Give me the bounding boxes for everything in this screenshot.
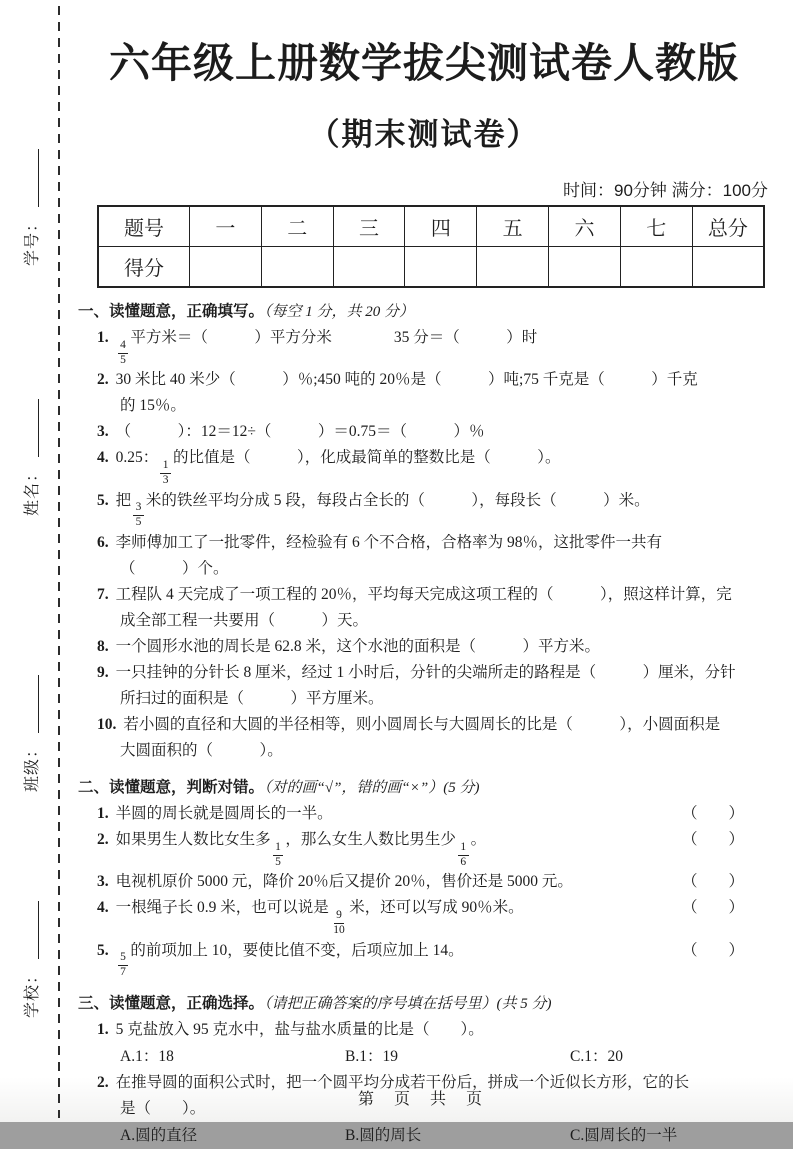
exam-subtitle: （期末测试卷）	[308, 117, 540, 152]
question-text: 一个圆形水池的周长是 62.8 米，这个水池的面积是（ ）平方米。	[115, 638, 601, 656]
score-row-label: 得分	[98, 247, 190, 288]
question-line	[78, 556, 770, 582]
fraction: $\frac{9}{10}$	[333, 909, 345, 936]
question-line	[78, 895, 770, 937]
question-2-3	[78, 869, 770, 895]
question-number: 5.	[97, 941, 109, 959]
answer-bracket: （ ）	[681, 941, 744, 959]
section-2-heading	[78, 775, 770, 801]
question-text: 工程队 4 天完成了一项工程的 20％，平均每天完成这项工程的（ ），照这样计算，完	[115, 586, 732, 604]
question-line	[78, 712, 770, 738]
question-1-9	[78, 660, 770, 712]
answer-bracket: （ ）	[681, 805, 744, 823]
question-text: 李师傅加工了一批零件，经检验有 6 个不合格，合格率为 98％，这批零件一共有	[115, 534, 663, 552]
question-1-2	[78, 367, 770, 419]
answer-bracket: （ ）	[681, 873, 744, 891]
question-number: 3.	[97, 423, 109, 441]
page-footer: 第 页 共 页	[357, 1091, 490, 1108]
answer-bracket: （ ）	[681, 831, 744, 849]
question-line	[78, 660, 770, 686]
question-text: 一根绳子长 0.9 米，也可以说是 $\frac{9}{10}$ 米，还可以写成 90％米。	[115, 899, 524, 936]
question-1-5	[78, 488, 770, 530]
score-cell	[620, 247, 692, 288]
question-1-7	[78, 582, 770, 634]
question-2-1	[78, 801, 770, 827]
fraction: $\frac{1}{5}$	[273, 841, 284, 870]
score-cell	[477, 247, 549, 288]
question-line	[78, 686, 770, 712]
fold-dashed-line	[58, 6, 60, 1118]
question-text: 是（ ）。	[120, 1100, 206, 1118]
question-text: 把 $\frac{3}{5}$ 米的铁丝平均分成 5 段，每段占全长的（ ），每段长（ ）米。	[115, 491, 650, 529]
question-number: 7.	[97, 586, 109, 604]
section-1-note: （每空 1 分，共 20 分）	[264, 304, 415, 320]
option-c: C.1：20	[570, 1048, 623, 1066]
question-line	[78, 419, 770, 445]
question-line	[78, 938, 770, 980]
fraction: $\frac{4}{5}$	[118, 339, 129, 368]
question-line	[78, 634, 770, 660]
question-text: 半圆的周长就是圆周长的一半。	[115, 805, 333, 823]
question-text: 的 15％。	[120, 397, 186, 415]
question-number: 1.	[97, 805, 109, 823]
section-3-heading	[78, 991, 770, 1017]
question-1-6	[78, 530, 770, 582]
section-1-heading	[78, 299, 770, 325]
question-1-10	[78, 712, 770, 764]
question-line	[78, 827, 770, 869]
question-text: 若小圆的直径和大圆的半径相等，则小圆周长与大圆周长的比是（ ），小圆面积是	[123, 716, 721, 734]
question-text: 5 克盐放入 95 克水中，盐与盐水质量的比是（ ）。	[115, 1021, 484, 1039]
score-cell	[549, 247, 621, 288]
question-number: 2.	[97, 831, 109, 849]
score-table-header-row	[98, 206, 764, 247]
question-text: 电视机原价 5000 元，降价 20％后又提价 20％，售价还是 5000 元。	[115, 873, 573, 891]
student-class-field	[12, 670, 42, 792]
options-row	[78, 1044, 770, 1070]
score-header-cell: 五	[477, 206, 549, 247]
question-1-8	[78, 634, 770, 660]
question-number: 1.	[97, 1021, 109, 1039]
question-3-1	[78, 1017, 770, 1070]
student-id-field	[12, 144, 42, 266]
question-text: 成全部工程一共要用（ ）天。	[120, 612, 369, 630]
question-line	[78, 1017, 770, 1043]
score-cell	[333, 247, 405, 288]
question-text: 一只挂钟的分针长 8 厘米，经过 1 小时后，分针的尖端所走的路程是（ ）厘米，分针	[115, 664, 736, 682]
exam-time-score-meta: 时间：90分钟 满分：100分	[563, 181, 768, 200]
fill-blank-line	[38, 675, 39, 733]
fraction: $\frac{1}{6}$	[458, 841, 469, 870]
student-name-label: 姓名：	[24, 464, 42, 516]
options-row	[78, 1123, 770, 1149]
question-line	[78, 488, 770, 530]
question-text: $\frac{5}{7}$ 的前项加上 10，要使比值不变，后项应加上 14。	[116, 938, 464, 980]
question-text: （ ）：12＝12÷（ ）＝0.75＝（ ）％	[115, 423, 485, 441]
score-cell	[692, 247, 764, 288]
question-line	[78, 608, 770, 634]
score-header-cell: 七	[620, 206, 692, 247]
question-3-2	[78, 1070, 770, 1149]
section-2-note: （对的画“√”，错的画“×”）(5 分)	[264, 780, 480, 797]
fill-blank-line	[38, 149, 39, 207]
question-number: 3.	[97, 873, 109, 891]
fraction: $\frac{5}{7}$	[118, 951, 129, 980]
question-line	[78, 738, 770, 764]
student-name-field	[12, 394, 42, 516]
option-b: B.圆的周长	[345, 1127, 422, 1145]
question-number: 10.	[97, 716, 117, 734]
question-number: 1.	[97, 329, 109, 346]
fill-blank-line	[38, 901, 39, 959]
question-text: 大圆面积的（ ）。	[120, 742, 283, 760]
question-number: 5.	[97, 491, 109, 509]
question-number: 8.	[97, 638, 109, 656]
question-line	[78, 582, 770, 608]
question-number: 6.	[97, 534, 109, 552]
question-number: 2.	[97, 1074, 109, 1092]
answer-bracket: （ ）	[681, 899, 744, 917]
question-text: 如果男生人数比女生多 $\frac{1}{5}$ ，那么女生人数比男生少 $\frac{1}{6}$ 。	[115, 831, 487, 868]
exam-body	[78, 0, 770, 1149]
option-a: A.圆的直径	[120, 1127, 198, 1145]
score-header-cell: 四	[405, 206, 477, 247]
question-2-2	[78, 827, 770, 869]
question-2-4	[78, 895, 770, 937]
question-line	[78, 367, 770, 393]
question-line	[78, 325, 770, 367]
question-1-3	[78, 419, 770, 445]
question-line	[78, 393, 770, 419]
question-number: 9.	[97, 664, 109, 682]
question-line	[78, 445, 770, 487]
question-1-4	[78, 445, 770, 487]
student-class-label: 班级：	[24, 740, 42, 792]
question-text: 在推导圆的面积公式时，把一个圆平均分成若干份后，拼成一个近似长方形，它的长	[115, 1074, 690, 1092]
student-school-label: 学校：	[24, 966, 42, 1018]
score-header-cell: 总分	[692, 206, 764, 247]
score-table-score-row	[98, 247, 764, 288]
question-text: （ ）个。	[120, 560, 229, 578]
score-header-cell: 三	[333, 206, 405, 247]
score-cell	[261, 247, 333, 288]
score-header-cell: 一	[190, 206, 262, 247]
question-number: 2.	[97, 371, 109, 389]
fraction: $\frac{3}{5}$	[133, 501, 144, 530]
option-b: B.1：19	[345, 1048, 398, 1066]
score-header-cell: 题号	[98, 206, 190, 247]
question-text: 0.25： $\frac{1}{3}$ 的比值是（ ），化成最简单的整数比是（ ）。	[115, 449, 561, 486]
section-2-title: 二、读懂题意，判断对错。	[78, 779, 265, 797]
section-1-title: 一、读懂题意，正确填写。	[78, 303, 265, 320]
section-3-title: 三、读懂题意，正确选择。	[78, 995, 265, 1013]
question-line	[78, 801, 770, 827]
section-3-note: （请把正确答案的序号填在括号里）(共 5 分)	[264, 996, 552, 1013]
score-cell	[190, 247, 262, 288]
question-number: 4.	[97, 899, 109, 917]
exam-title: 六年级上册数学拔尖测试卷人教版	[109, 40, 739, 86]
score-cell	[405, 247, 477, 288]
student-school-field	[12, 896, 42, 1018]
question-line	[78, 869, 770, 895]
question-line	[78, 530, 770, 556]
option-c: C.圆周长的一半	[570, 1127, 678, 1145]
fraction: $\frac{1}{3}$	[160, 459, 171, 488]
score-header-cell: 六	[549, 206, 621, 247]
question-text: $\frac{4}{5}$ 平方米＝（ ）平方分米 35 分＝（ ）时	[116, 329, 538, 346]
question-text: 30 米比 40 米少（ ）％;450 吨的 20％是（ ）吨;75 千克是（ ）千克	[115, 371, 698, 389]
score-header-cell: 二	[261, 206, 333, 247]
question-1-1	[78, 325, 770, 367]
fill-blank-line	[38, 399, 39, 457]
question-number: 4.	[97, 449, 109, 467]
question-2-5	[78, 938, 770, 980]
option-a: A.1：18	[120, 1048, 174, 1066]
student-id-label: 学号：	[24, 214, 42, 266]
score-table	[97, 205, 765, 288]
question-text: 所扫过的面积是（ ）平方厘米。	[120, 690, 384, 708]
